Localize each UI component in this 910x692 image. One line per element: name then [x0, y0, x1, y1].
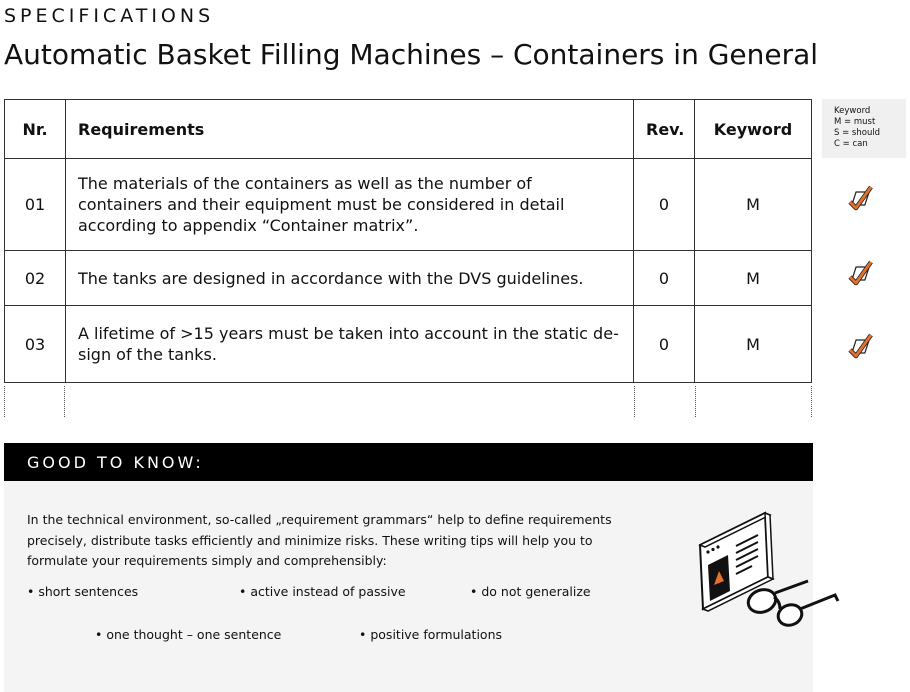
row-requirement: A lifetime of >15 years must be taken into account in the static design of the tanks.	[66, 306, 634, 383]
tip-item: • do not generalize	[470, 584, 591, 599]
document-glasses-illustration-icon	[690, 505, 850, 635]
column-header-rev: Rev.	[634, 100, 695, 159]
row-keyword: M	[695, 251, 812, 306]
page-title: Automatic Basket Filling Machines – Containers in General	[4, 38, 819, 71]
table-continuation-line	[64, 386, 65, 417]
keyword-legend	[822, 99, 906, 158]
table-continuation-line	[4, 386, 5, 417]
requirements-table	[4, 99, 812, 383]
legend-item-should: S = should	[834, 128, 881, 138]
table-header-row	[5, 100, 812, 159]
checkbox-checked-icon[interactable]	[846, 258, 876, 288]
row-revision: 0	[634, 251, 695, 306]
table-continuation-line	[634, 386, 635, 417]
row-revision: 0	[634, 159, 695, 251]
checkbox-checked-icon[interactable]	[846, 331, 876, 361]
tip-item: • short sentences	[27, 584, 139, 599]
legend-item-must: M = must	[834, 117, 876, 127]
row-number: 01	[5, 159, 66, 251]
table-row	[5, 306, 812, 383]
checkbox-checked-icon[interactable]	[846, 183, 876, 213]
row-number: 02	[5, 251, 66, 306]
table-continuation-line	[695, 386, 696, 417]
row-revision: 0	[634, 306, 695, 383]
legend-item-can: C = can	[834, 139, 868, 149]
table-row	[5, 159, 812, 251]
row-requirement: The materials of the containers as well as the number of containers and their equipment must be considered in detail according to appendix “Container matrix”.	[66, 159, 634, 251]
row-keyword: M	[695, 159, 812, 251]
good-to-know-text: In the technical environment, so-called „requirement grammars“ help to define requirements precisely, distribute tasks efficiently and minimize risks. These writing tips will help you to formulate your requirements simply and comprehensibly:	[27, 512, 612, 568]
tip-item: • one thought – one sentence	[95, 627, 282, 642]
good-to-know-heading: GOOD TO KNOW:	[4, 443, 813, 481]
column-header-requirements: Requirements	[66, 100, 634, 159]
legend-title: Keyword	[834, 106, 871, 116]
column-header-nr: Nr.	[5, 100, 66, 159]
row-number: 03	[5, 306, 66, 383]
section-eyebrow: SPECIFICATIONS	[4, 5, 215, 27]
row-keyword: M	[695, 306, 812, 383]
row-requirement: The tanks are designed in accordance with the DVS guidelines.	[66, 251, 634, 306]
tip-item: • active instead of passive	[239, 584, 406, 599]
table-continuation-line	[811, 386, 812, 417]
table-row	[5, 251, 812, 306]
tip-item: • positive formulations	[359, 627, 503, 642]
column-header-keyword: Keyword	[695, 100, 812, 159]
